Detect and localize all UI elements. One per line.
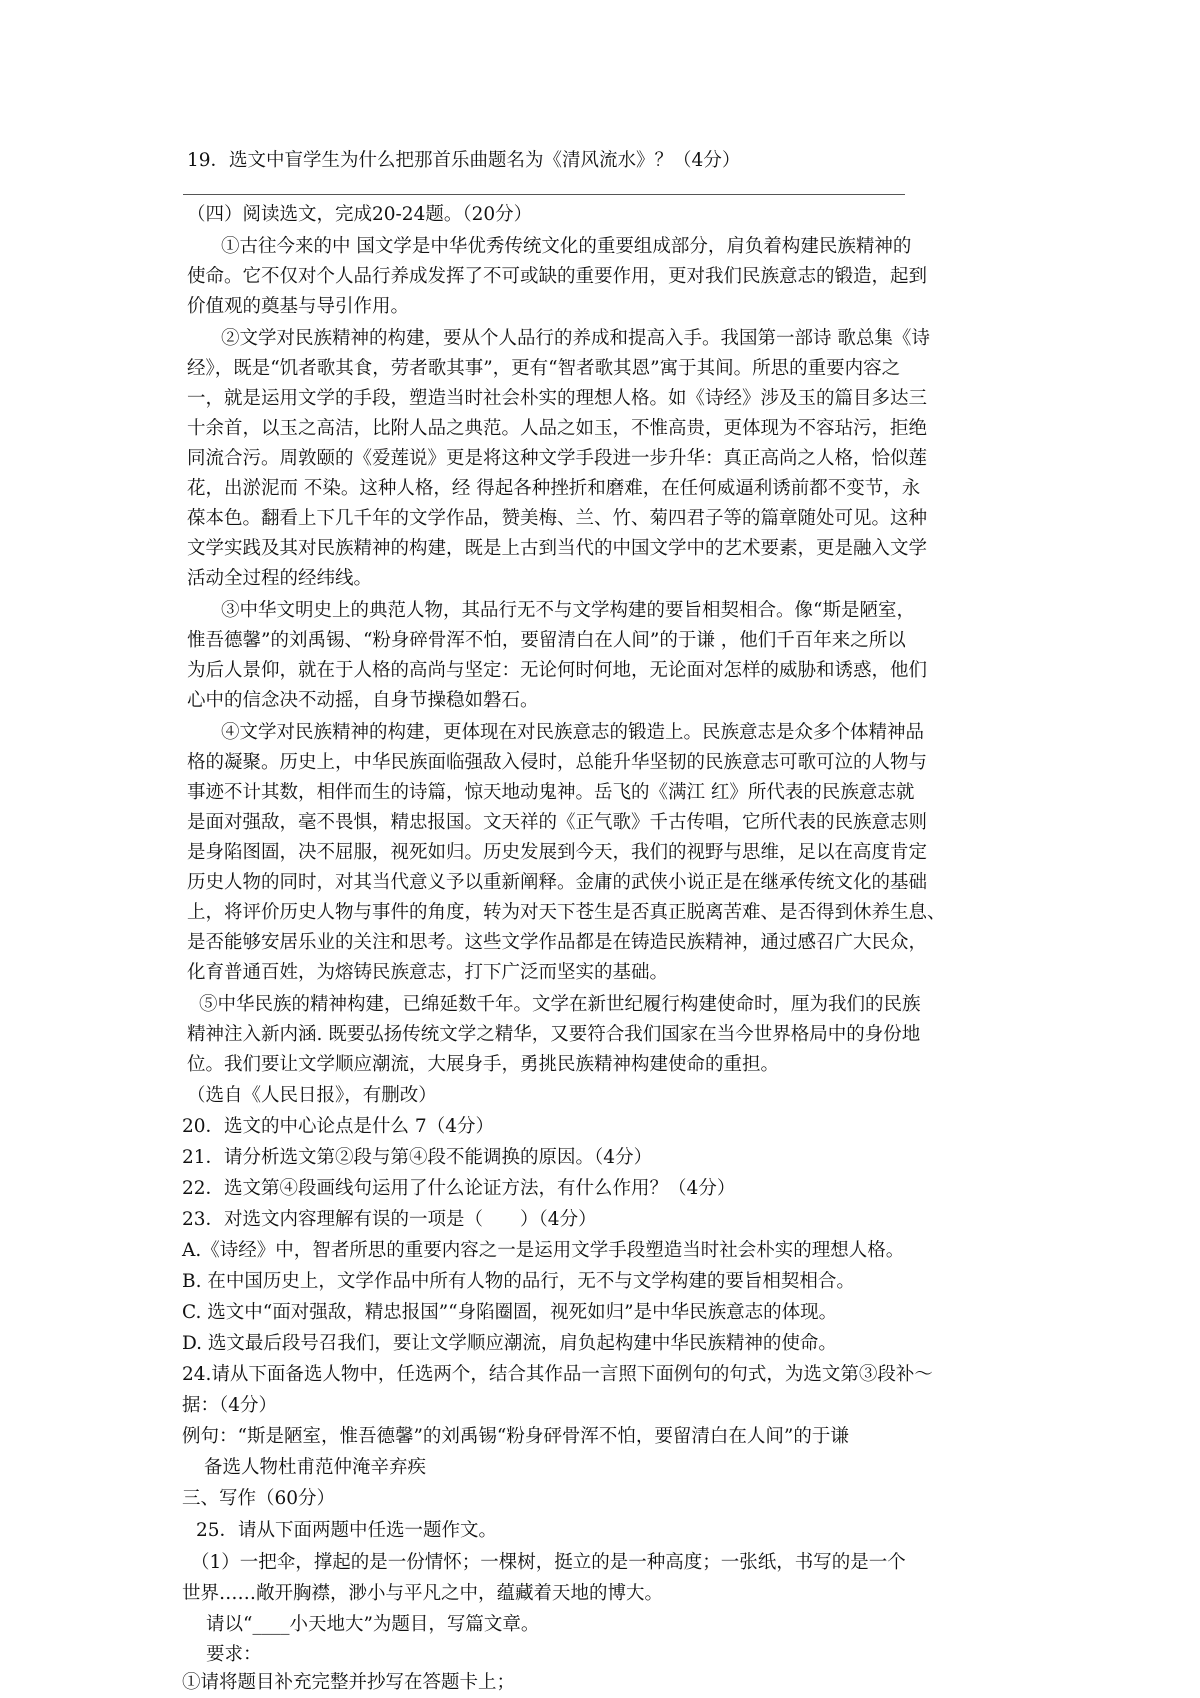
- question-24-line: 24.请从下面备选人物中，任选两个，结合其作品一言照下面例句的句式，为选文第③段补～: [182, 1364, 933, 1385]
- question-23: 23．对选文内容理解有误的一项是（ ）（4分）: [182, 1209, 597, 1230]
- answer-line: [183, 194, 905, 195]
- paragraph-4-line: 格的凝聚。历史上，中华民族面临强敌入侵时，总能升华坚韧的民族意志可歌可泣的人物与: [187, 752, 928, 773]
- paragraph-2-line: 同流合污。周敦颐的《爱莲说》更是将这种文学手段进一步升华：真正高尚之人格，恰似莲: [187, 448, 928, 469]
- paragraph-3-line: 惟吾德馨”的刘禹锡、“粉身碎骨浑不怕，要留清白在人间”的于谦 ，他们千百年来之所以: [187, 630, 906, 651]
- question-22: 22．选文第④段画线句运用了什么论证方法，有什么作用？（4分）: [182, 1178, 736, 1199]
- section-3-header: 三、写作（60分）: [182, 1488, 336, 1509]
- paragraph-2-line: 活动全过程的经纬线。: [187, 568, 373, 589]
- option-a: A.《诗经》中，智者所思的重要内容之一是运用文学手段塑造当时社会朴实的理想人格。: [182, 1240, 905, 1261]
- paragraph-4-line: 上，将评价历史人物与事件的角度，转为对天下苍生是否真正脱离苦难、是否得到休养生息、: [187, 902, 946, 923]
- paragraph-2-line: 经》，既是“饥者歌其食，劳者歌其事”，更有“智者歌其恩”寓于其间。所思的重要内容之: [187, 358, 901, 379]
- paragraph-4-line: 是否能够安居乐业的关注和思考。这些文学作品都是在铸造民族精神，通过感召广大民众，: [187, 932, 928, 953]
- paragraph-4-line: 是身陷图圄，决不屈服，视死如归。历史发展到今天，我们的视野与思维，足以在高度肯定: [187, 842, 928, 863]
- paragraph-3-line: 为后人景仰，就在于人格的高尚与坚定：无论何时何地，无论面对怎样的威胁和诱惑，他们: [187, 660, 928, 681]
- paragraph-4-line: 事迹不计其数，相伴而生的诗篇，惊天地动鬼神。岳飞的《满江 红》所代表的民族意志就: [187, 782, 915, 803]
- paragraph-4-line: 历史人物的同时，对其当代意义予以重新阐释。金庸的武侠小说正是在继承传统文化的基础: [187, 872, 928, 893]
- paragraph-5-line: 位。我们要让文学顺应潮流，大展身手，勇挑民族精神构建使命的重担。: [187, 1054, 780, 1075]
- paragraph-2-line: 文学实践及其对民族精神的构建，既是上古到当代的中国文学中的艺术要素，更是融入文学: [187, 538, 928, 559]
- paragraph-4-line: 是面对强敌，毫不畏惧，精忠报国。文天祥的《正气歌》千古传唱，它所代表的民族意志则: [187, 812, 928, 833]
- option-c: C. 选文中“面对强敌，精忠报国”“身陷圈圄，视死如归”是中华民族意志的体现。: [182, 1302, 838, 1323]
- requirements-label: 要求：: [206, 1644, 262, 1665]
- paragraph-2-line: ②文学对民族精神的构建，要从个人品行的养成和提高入手。我国第一部诗 歌总集《诗: [221, 328, 930, 349]
- section-4-header: （四）阅读选文，完成20-24题。（20分）: [187, 204, 533, 225]
- paragraph-1-line: ①古往今来的中 国文学是中华优秀传统文化的重要组成部分，肩负着构建民族精神的: [221, 236, 912, 257]
- paragraph-3-line: ③中华文明史上的典范人物，其品行无不与文学构建的要旨相契相合。像“斯是陋室，: [221, 600, 915, 621]
- paragraph-2-line: 一，就是运用文学的手段，塑造当时社会朴实的理想人格。如《诗经》涉及玉的篇目多达三: [187, 388, 928, 409]
- source-citation: （选自《人民日报》，有删改）: [187, 1085, 437, 1106]
- prompt-1-line: （1）一把伞，撑起的是一份情怀；一棵树，挺立的是一种高度；一张纸，书写的是一个: [191, 1552, 906, 1573]
- paragraph-2-line: 花，出淤泥而 不染。这种人格，经 得起各种挫折和磨难，在任何威逼利诱前都不变节，永: [187, 478, 921, 499]
- requirement-1: ①请将题目补充完整并抄写在答题卡上；: [182, 1672, 516, 1693]
- paragraph-3-line: 心中的信念决不动摇，自身节操稳如磐石。: [187, 690, 539, 711]
- question-20: 20．选文的中心论点是什么 7（4分）: [182, 1116, 494, 1137]
- question-21: 21．请分析选文第②段与第④段不能调换的原因。（4分）: [182, 1147, 653, 1168]
- paragraph-2-line: 十余首，以玉之高洁，比附人品之典范。人品之如玉，不惟高贵，更体现为不容玷污，拒绝: [187, 418, 928, 439]
- paragraph-4-line: 化育普通百姓，为熔铸民族意志，打下广泛而坚实的基础。: [187, 962, 669, 983]
- paragraph-5-line: 精神注入新内涵. 既要弘扬传统文学之精华，又要符合我们国家在当今世界格局中的身份地: [187, 1024, 921, 1045]
- paragraph-1-line: 使命。它不仅对个人品行养成发挥了不可或缺的重要作用，更对我们民族意志的锻造，起到: [187, 266, 928, 287]
- paragraph-2-line: 葆本色。翻看上下几千年的文学作品，赞美梅、兰、竹、菊四君子等的篇章随处可见。这种: [187, 508, 928, 529]
- paragraph-5-line: ⑤中华民族的精神构建，已绵延数千年。文学在新世纪履行构建使命时，厘为我们的民族: [199, 994, 921, 1015]
- question-24-example: 例句：“斯是陋室，惟吾德馨”的刘禹锡“粉身砰骨浑不怕，要留清白在人间”的于谦: [182, 1426, 849, 1447]
- question-25: 25．请从下面两题中任选一题作文。: [196, 1520, 498, 1541]
- question-24-line: 据：（4分）: [182, 1395, 278, 1416]
- option-d: D. 选文最后段号召我们，要让文学顺应潮流，肩负起构建中华民族精神的使命。: [182, 1333, 837, 1354]
- option-b: B. 在中国历史上，文学作品中所有人物的品行，无不与文学构建的要旨相契相合。: [182, 1271, 855, 1292]
- prompt-1-line: 世界……敞开胸襟，渺小与平凡之中，蕴藏着天地的博大。: [182, 1583, 664, 1604]
- paragraph-1-line: 价值观的奠基与导引作用。: [187, 296, 410, 317]
- paragraph-4-line: ④文学对民族精神的构建，更体现在对民族意志的锻造上。民族意志是众多个体精神品: [221, 722, 925, 743]
- title-instruction: 请以“____小天地大”为题目，写篇文章。: [206, 1614, 540, 1635]
- question-24-candidates: 备选人物杜甫范仲淹辛弃疾: [204, 1457, 427, 1478]
- question-19: 19．选文中盲学生为什么把那首乐曲题名为《清风流水》？（4分）: [187, 150, 741, 171]
